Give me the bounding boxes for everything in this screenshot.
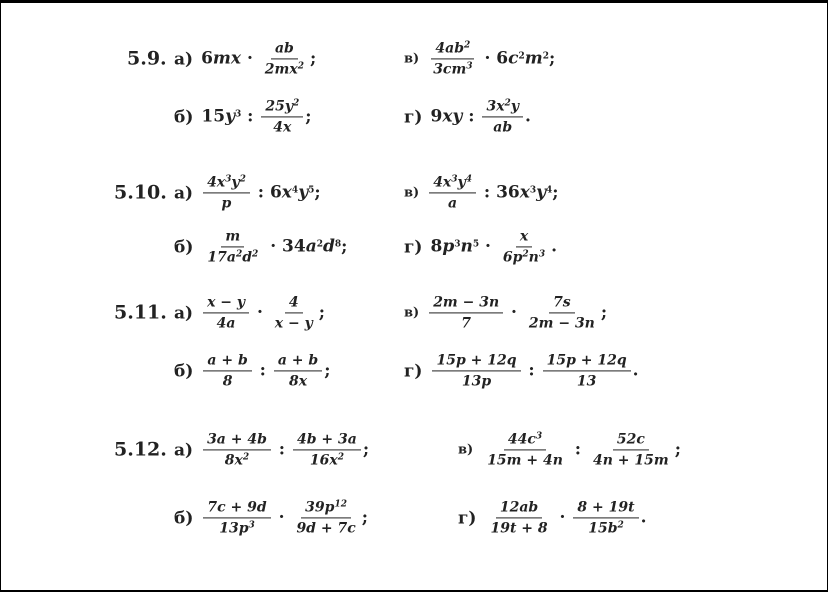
item-expression: $\frac{44c^3}{15m + 4n}$ : $\frac{52c}{4n + 15m}$ ; [487,431,681,469]
item-letter: в) [404,185,420,201]
item-letter: г) [458,508,477,528]
item-letter: г) [404,361,423,381]
problem-item [174,40,316,77]
problem-item [174,352,330,389]
problem-item [404,174,559,211]
problem-item [174,499,368,536]
problem-item [404,294,607,331]
item-letter: в) [404,305,420,321]
problem-item [174,228,347,265]
item-expression: $\frac{3a + 4b}{8x^2}$ : $\frac{4b + 3a}{16x^2}$ ; [201,431,369,468]
item-letter: б) [174,107,194,127]
problem-number: 5.10. [114,181,167,204]
item-expression: $\frac{2m - 3n}{7}$ · $\frac{7s}{2m - 3n}$ ; [427,294,607,331]
problem-item [174,98,312,135]
item-letter: в) [404,51,420,67]
problem-item [404,352,639,389]
problem-number: 5.12. [114,438,167,461]
item-letter: а) [174,183,194,203]
item-letter: а) [174,440,194,460]
item-letter: б) [174,361,194,381]
item-expression: $\frac{4x^3y^4}{a}$ : $36x^3y^4$; [427,174,558,211]
item-expression: $\frac{12ab}{19t + 8}$ · $\frac{8 + 19t}{15b^2}$ . [490,499,647,537]
item-expression: $\frac{a + b}{8}$ : $\frac{a + b}{8x}$ ; [201,352,330,389]
item-expression: $\frac{m}{17a^2d^2}$ · $34a^2d^8$; [207,228,348,266]
item-expression: $\frac{4x^3y^2}{p}$ : $6x^4y^5$; [201,174,321,211]
problem-item [458,499,647,536]
item-expression: 9xy : $\frac{3x^2y}{ab}$ . [430,98,531,136]
item-expression: 6mx · $\frac{ab}{2mx^2}$ ; [201,40,317,78]
problem-item [404,98,531,135]
problem-number: 5.11. [114,301,167,324]
item-letter: б) [174,237,194,257]
item-expression: $\frac{4ab^2}{3cm^3}$ · $6c^2m^2$; [433,40,556,78]
problem-item [404,228,557,265]
problem-item [174,174,321,211]
item-letter: в) [458,442,474,458]
problem-number: 5.9. [127,47,167,70]
item-letter: г) [404,237,423,257]
problem-item [174,294,325,331]
item-expression: $\frac{15p + 12q}{13p}$ : $\frac{15p + 12q}{13}$ . [430,352,638,389]
problem-item [458,431,681,468]
item-letter: б) [174,508,194,528]
item-expression: $\frac{7c + 9d}{13p^3}$ · $\frac{39p^{12}}{9d + 7c}$ ; [201,499,368,536]
item-expression: $\frac{x - y}{4a}$ · $\frac{4}{x - y}$ ; [201,294,325,331]
item-expression: $15y^3$ : $\frac{25y^2}{4x}$ ; [201,98,312,136]
problem-item [174,431,369,468]
item-expression: $8p^3n^5$ · $\frac{x}{6p^2n^3}$ . [430,228,558,266]
item-letter: а) [174,303,194,323]
item-letter: г) [404,107,423,127]
textbook-page [1,3,827,590]
item-letter: а) [174,49,194,69]
problem-item [404,40,555,77]
